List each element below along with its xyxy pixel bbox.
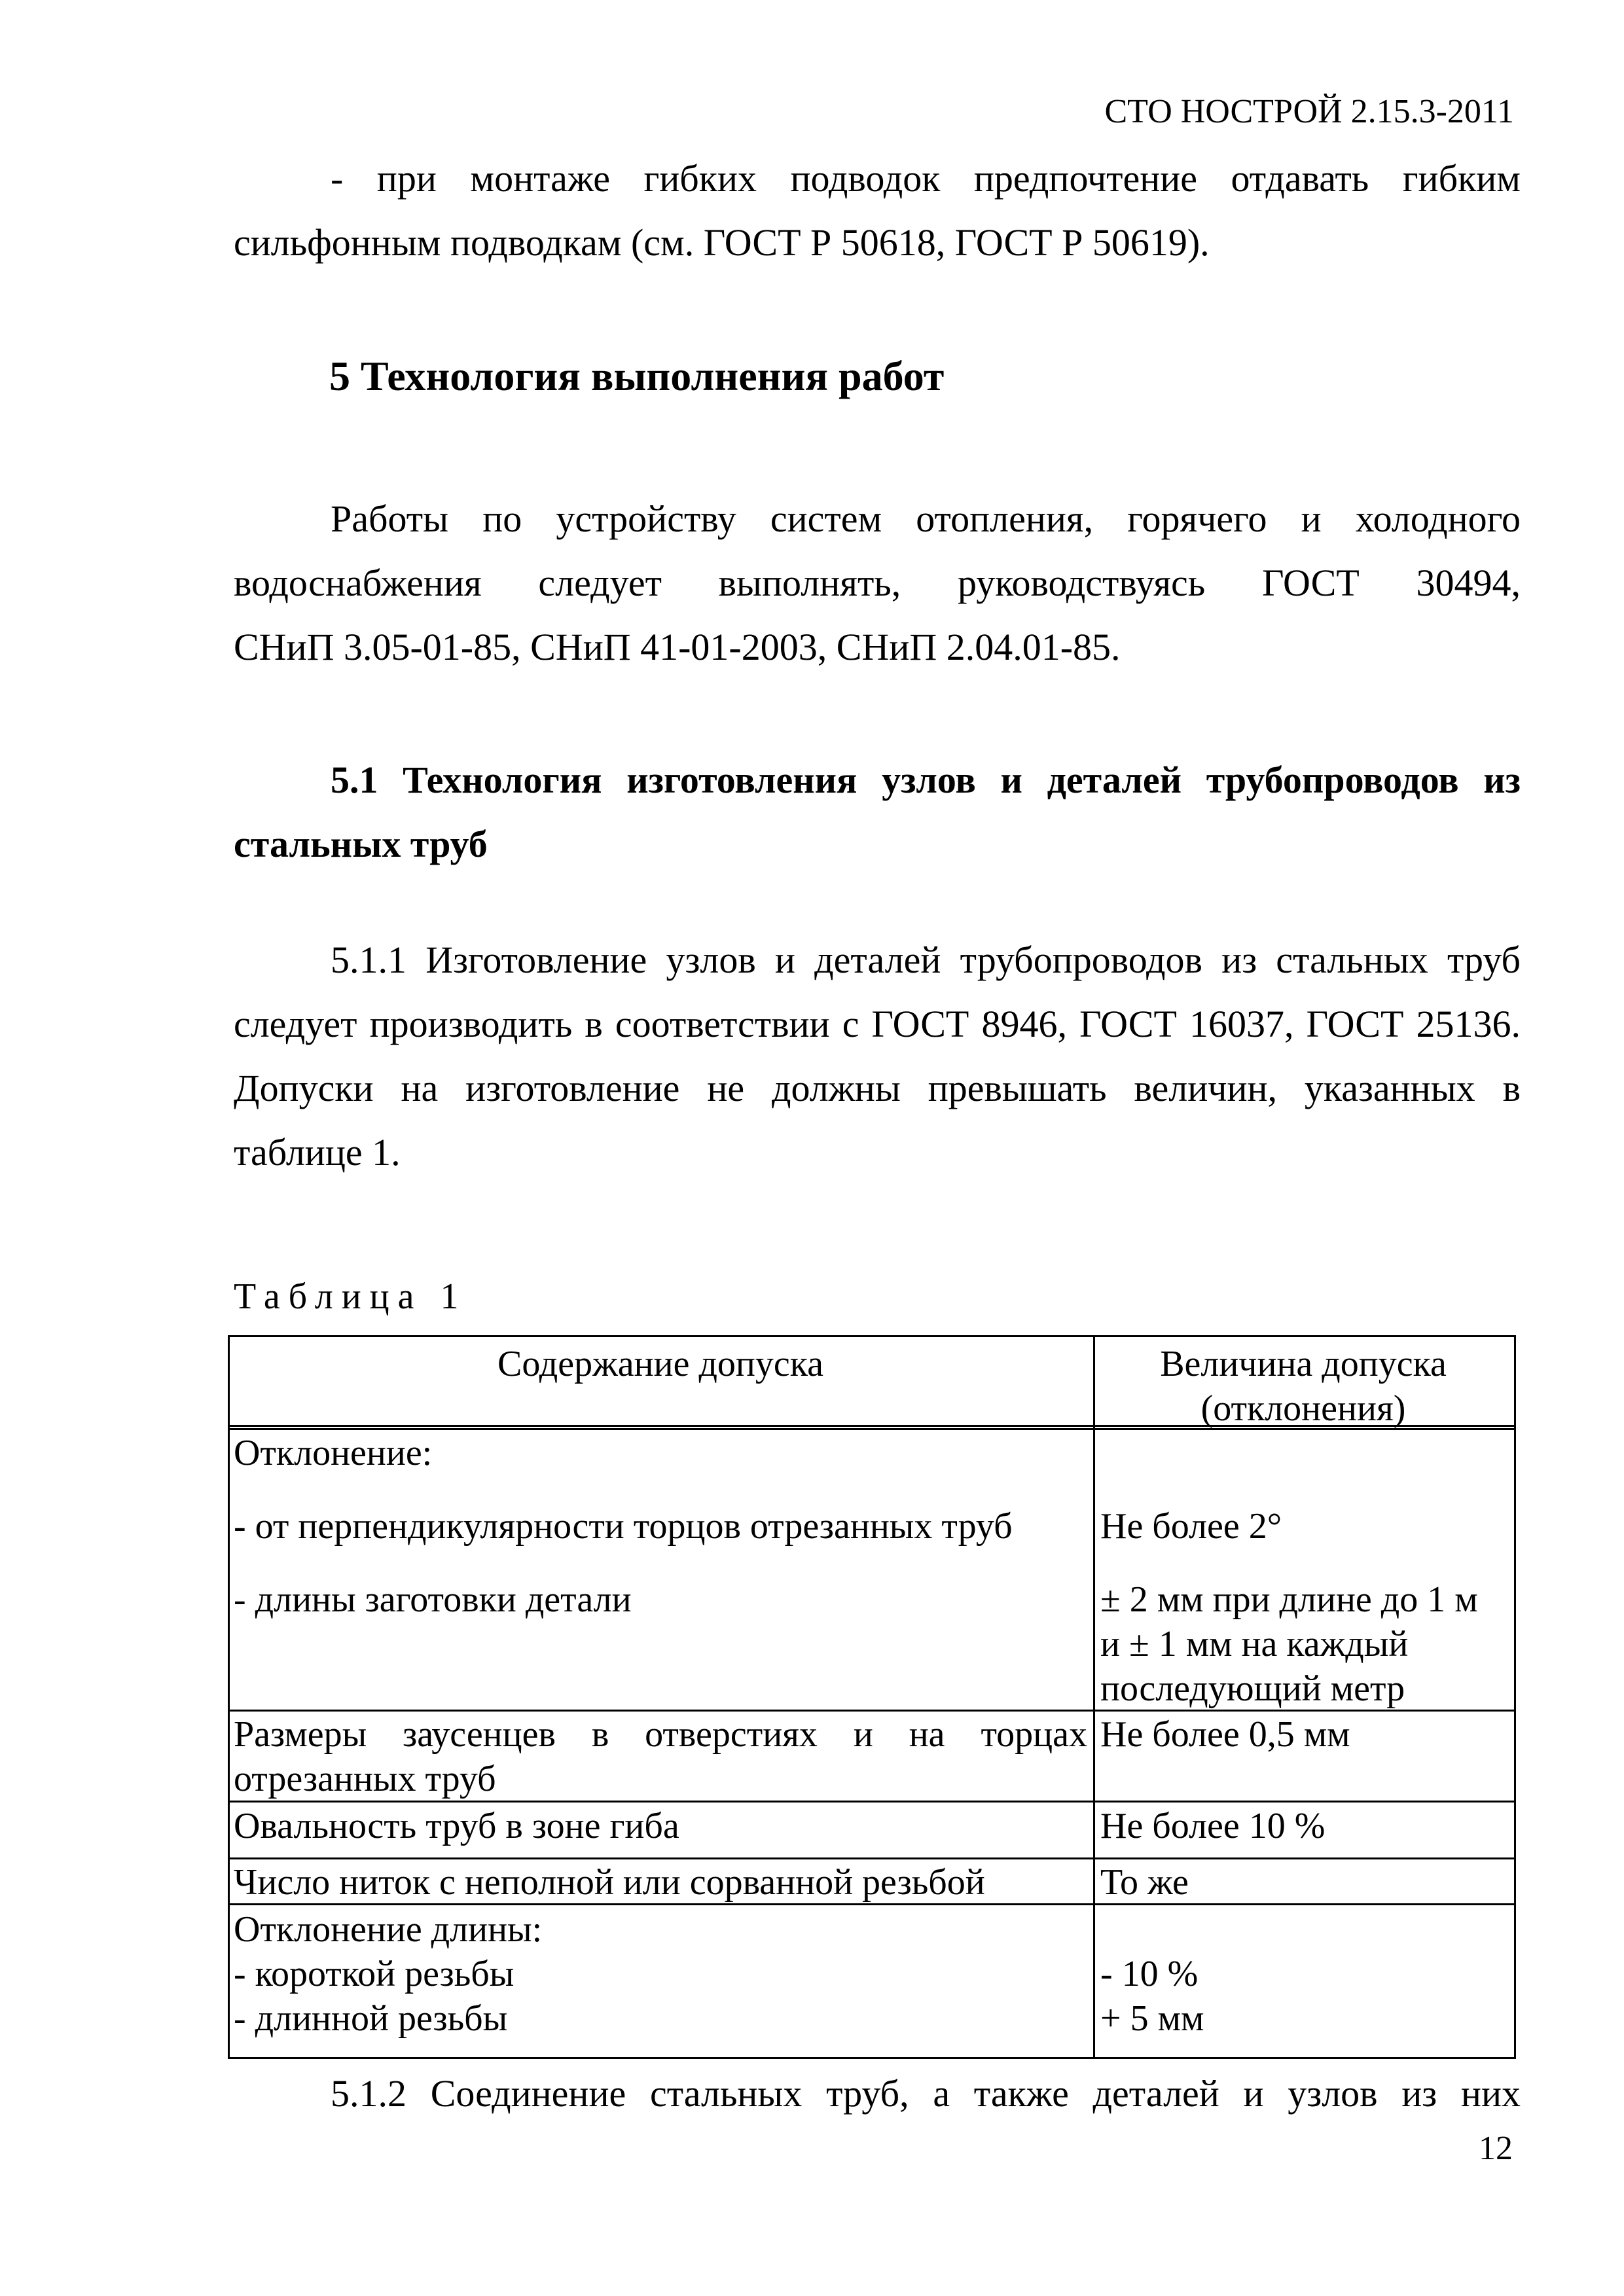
intro-paragraph [234, 147, 1521, 275]
row-3-right: Не более 10 % [1100, 1806, 1326, 1846]
row-5-left-line-2: - короткой резьбы [234, 1954, 514, 1994]
row-2-divider [230, 1801, 1514, 1803]
row-1-divider [230, 1710, 1514, 1712]
intro-line-2: сильфонным подводкам (см. ГОСТ Р 50618, ГОСТ Р 50619). [234, 221, 1210, 264]
row-4-divider [230, 1903, 1514, 1905]
section-5-1-1-line-2: следует производить в соответствии с ГОСТ 8946, ГОСТ 16037, ГОСТ 25136. [234, 1003, 1521, 1045]
row-5-right-line-2: - 10 % [1100, 1954, 1199, 1994]
row-5-left-line-1: Отклонение длины: [234, 1909, 543, 1950]
row-1-title: Отклонение: [234, 1433, 433, 1473]
section-5-1-2-line-1: 5.1.2 Соединение стальных труб, а также деталей и узлов из них [331, 2072, 1521, 2115]
intro-line-1: - при монтаже гибких подводок предпочтение отдавать гибким [331, 157, 1521, 200]
row-1b-right-line-2: и ± 1 мм на каждый [1100, 1624, 1409, 1664]
section-5-1-heading-line-2: стальных труб [234, 823, 488, 865]
table-header-divider [230, 1425, 1514, 1430]
section-5-1-1-line-3: Допуски на изготовление не должны превышать величин, указанных в [234, 1067, 1521, 1109]
page-number: 12 [1479, 2130, 1513, 2167]
row-2-left-line-1 [234, 1713, 1087, 1756]
section-5-line-3: СНиП 3.05-01-85, СНиП 41-01-2003, СНиП 2.04.01-85. [234, 626, 1121, 668]
section-5-line-1: Работы по устройству систем отопления, горячего и холодного [331, 497, 1521, 540]
tolerance-table [228, 1335, 1516, 2059]
row-1b-right-line-1: ± 2 мм при длине до 1 м [1100, 1579, 1478, 1620]
row-1a-left: - от перпендикулярности торцов отрезанных труб [234, 1506, 1013, 1547]
row-5-right-line-3: + 5 мм [1100, 1998, 1204, 2039]
table-header-left: Содержание допуска [497, 1344, 823, 1384]
table-header-right-line-2: (отклонения) [1200, 1388, 1406, 1429]
section-5-1-heading-line-1: 5.1 Технология изготовления узлов и деталей трубопроводов из [331, 759, 1521, 801]
row-2-left-line-2: отрезанных труб [234, 1759, 496, 1799]
row-3-divider [230, 1857, 1514, 1859]
section-5-line-2: водоснабжения следует выполнять, руководствуясь ГОСТ 30494, [234, 562, 1521, 604]
section-5-1-2-paragraph [234, 2062, 1521, 2126]
table-header-right-line-1: Величина допуска [1160, 1344, 1447, 1384]
row-5-left-line-3: - длинной резьбы [234, 1998, 508, 2039]
row-1a-right: Не более 2° [1100, 1506, 1282, 1547]
table-column-divider [1093, 1337, 1095, 2057]
section-5-paragraph [234, 487, 1521, 679]
row-2-right: Не более 0,5 мм [1100, 1714, 1350, 1755]
row-4-right: То же [1100, 1862, 1189, 1903]
section-5-1-1-line-4: таблице 1. [234, 1131, 401, 1174]
row-1b-right-line-3: последующий метр [1100, 1668, 1405, 1709]
row-4-left: Число ниток с неполной или сорванной резьбой [234, 1862, 985, 1903]
row-1b-left: - длины заготовки детали [234, 1579, 632, 1620]
doc-code-header: СТО НОСТРОЙ 2.15.3-2011 [1104, 93, 1514, 130]
table-caption: Таблица 1 [234, 1276, 467, 1317]
row-3-left: Овальность труб в зоне гиба [234, 1806, 679, 1846]
section-5-1-1-line-1: 5.1.1 Изготовление узлов и деталей трубопроводов из стальных труб [331, 939, 1521, 981]
section-5-heading: 5 Технология выполнения работ [329, 353, 945, 399]
section-5-1-1-paragraph [234, 928, 1521, 1185]
row-2-left-text-1: Размеры заусенцев в отверстиях и на торцах [234, 1714, 1087, 1755]
section-5-1-heading [234, 748, 1521, 876]
